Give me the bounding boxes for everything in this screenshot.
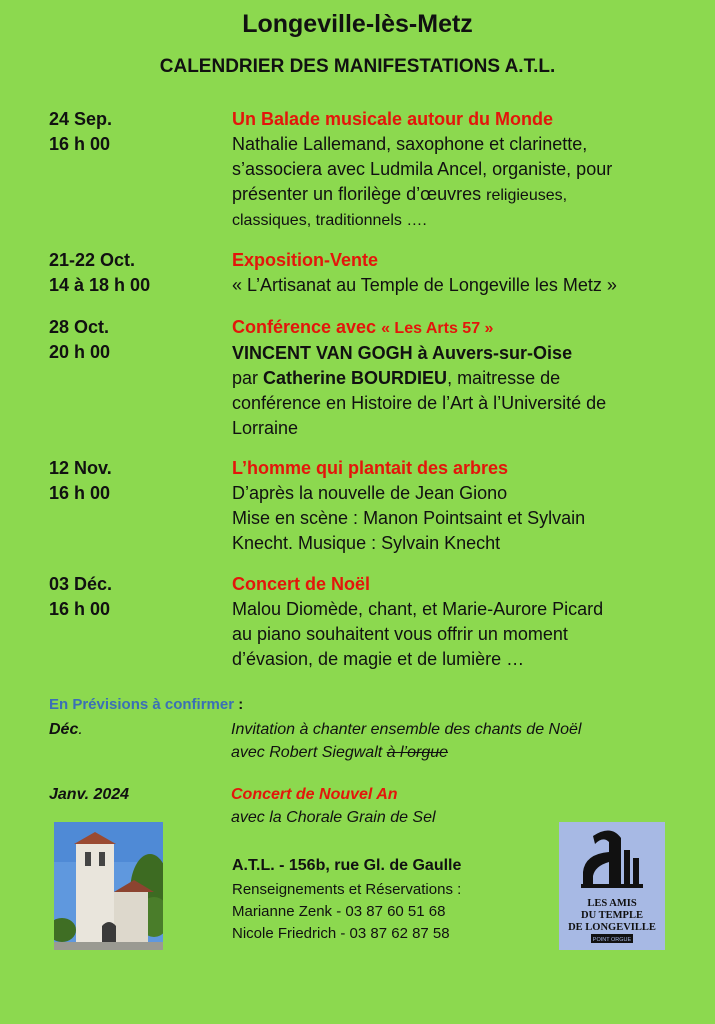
logo-emblem	[559, 822, 665, 950]
prevision-line: avec la Chorale Grain de Sel	[231, 809, 436, 826]
logo-line: DU TEMPLE	[581, 910, 643, 921]
event-time: 14 à 18 h 00	[49, 275, 151, 295]
prevision-description	[231, 718, 581, 764]
event-description-line: conférence en Histoire de l’Art à l’Université de	[232, 393, 607, 413]
prevision-description	[231, 783, 436, 829]
event-date: 24 Sep.	[49, 109, 113, 129]
event-description-line: « L’Artisanat au Temple de Longeville les Metz »	[232, 275, 617, 295]
prevision-line	[231, 741, 581, 764]
event-description-line: s’associera avec Ludmila Ancel, organiste, pour	[232, 159, 613, 179]
event-subject: VINCENT VAN GOGH à Auvers-sur-Oise	[232, 343, 573, 363]
prevision-date-text: Déc	[49, 721, 79, 738]
event-description-line: Nathalie Lallemand, saxophone et clarinette,	[232, 134, 588, 154]
event-date: 28 Oct.	[49, 317, 110, 337]
event-description-line: Malou Diomède, chant, et Marie-Aurore Picard	[232, 599, 604, 619]
event-description-line: au piano souhaitent vous offrir un moment	[232, 624, 568, 644]
prevision-line-text: avec Robert Siegwalt	[231, 744, 387, 761]
association-logo	[559, 822, 665, 950]
contact-info-label: Renseignements et Réservations :	[232, 881, 462, 898]
event-description-text: religieuses,	[486, 187, 568, 204]
previsions-heading-text: En Prévisions à confirmer	[49, 696, 235, 713]
event-time: 16 h 00	[49, 599, 111, 619]
event-date-block	[49, 248, 224, 298]
event-description-line	[232, 182, 682, 208]
logo-line: DE LONGEVILLE	[568, 922, 656, 933]
event-date-block	[49, 572, 224, 622]
event-description-text: par	[232, 368, 264, 388]
event-info	[232, 315, 682, 441]
prevision-date: Janv. 2024	[49, 786, 130, 803]
contact-block	[232, 855, 461, 945]
event-info	[232, 107, 682, 233]
logo-tag: POINT ORGUE	[592, 937, 632, 943]
page-title: Longeville-lès-Metz	[242, 10, 473, 38]
page-subtitle: CALENDRIER DES MANIFESTATIONS A.T.L.	[159, 56, 556, 77]
contact-address: A.T.L. - 156b, rue Gl. de Gaulle	[232, 857, 462, 874]
event-title: Un Balade musicale autour du Monde	[232, 109, 554, 129]
event-speaker: Catherine BOURDIEU	[263, 368, 448, 388]
event-date-block	[49, 107, 224, 157]
event-date: 12 Nov.	[49, 458, 112, 478]
event-date: 03 Déc.	[49, 574, 113, 594]
event-description-line: Knecht. Musique : Sylvain Knecht	[232, 533, 501, 553]
event-description-line: classiques, traditionnels ….	[232, 212, 427, 229]
previsions-heading-colon: :	[234, 696, 244, 713]
event-description-line: Mise en scène : Manon Pointsaint et Sylvain	[232, 508, 586, 528]
event-title: Concert de Noël	[232, 574, 371, 594]
contact-person: Marianne Zenk - 03 87 60 51 68	[232, 903, 446, 920]
event-description-line	[232, 366, 682, 391]
event-info	[232, 456, 682, 556]
event-time: 20 h 00	[49, 342, 111, 362]
event-title: L’homme qui plantait des arbres	[232, 458, 509, 478]
event-title-organizer: « Les Arts 57 »	[381, 320, 494, 337]
event-title-text: Conférence avec	[232, 317, 382, 337]
event-date-block	[49, 315, 224, 365]
prevision-line: Invitation à chanter ensemble des chants de Noël	[231, 721, 582, 738]
event-description-text: , maitresse de	[447, 368, 561, 388]
event-description-line: D’après la nouvelle de Jean Giono	[232, 483, 508, 503]
event-title: Exposition-Vente	[232, 250, 379, 270]
event-time: 16 h 00	[49, 483, 111, 503]
prevision-struck-text: à l’orgue	[386, 744, 449, 761]
temple-photo	[54, 822, 163, 950]
prevision-title: Concert de Nouvel An	[231, 786, 398, 803]
event-description-line: Lorraine	[232, 418, 299, 438]
prevision-date-suffix: .	[78, 721, 83, 738]
temple-illustration	[54, 822, 163, 950]
contact-person: Nicole Friedrich - 03 87 62 87 58	[232, 925, 450, 942]
event-description-text: présenter un florilège d’œuvres	[232, 184, 487, 204]
event-info	[232, 572, 682, 672]
event-date-block	[49, 456, 224, 506]
previsions-heading	[49, 696, 243, 713]
prevision-date	[49, 718, 83, 741]
event-description-line: d’évasion, de magie et de lumière …	[232, 649, 525, 669]
event-title	[232, 315, 682, 341]
logo-line: LES AMIS	[587, 898, 637, 909]
event-date: 21-22 Oct.	[49, 250, 136, 270]
event-info	[232, 248, 682, 298]
event-time: 16 h 00	[49, 134, 111, 154]
